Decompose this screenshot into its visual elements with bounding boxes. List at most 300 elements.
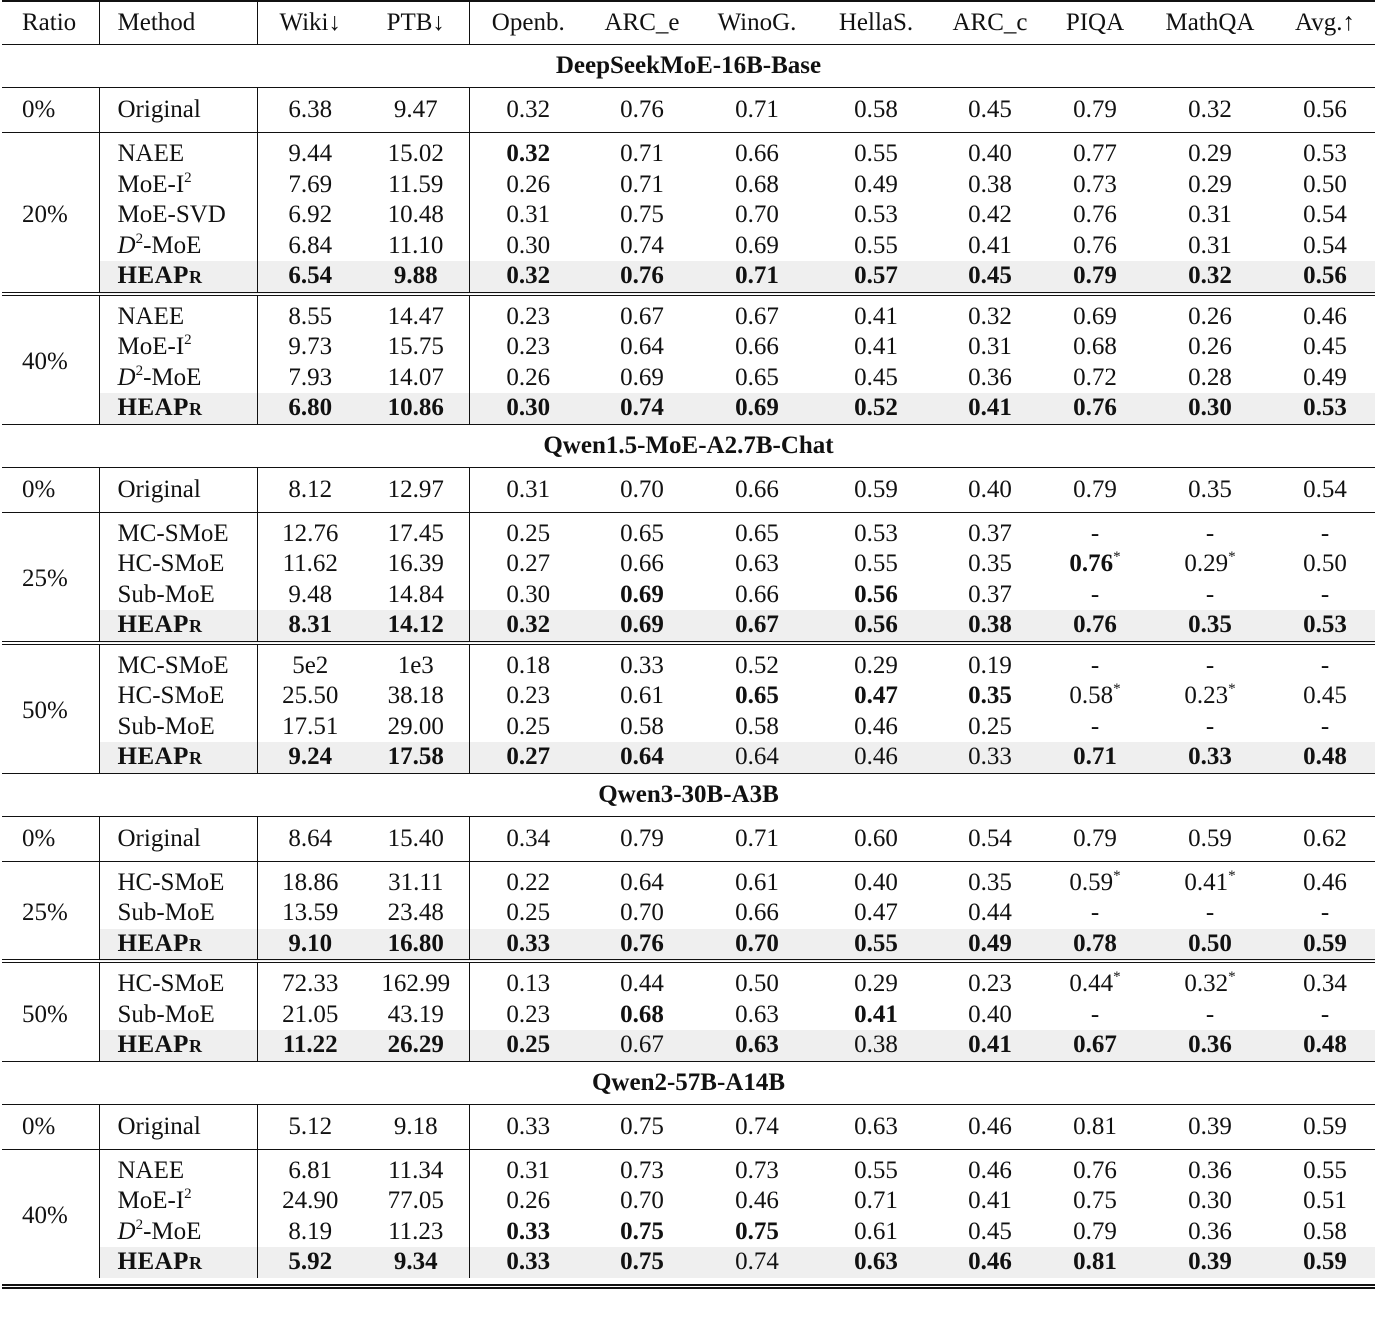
method-name: HC-SMoE xyxy=(117,550,225,577)
model-name: Qwen2-57B-A14B xyxy=(2,1061,1375,1104)
value-number: 0.58 xyxy=(1069,682,1114,709)
value-cell: 0.70 xyxy=(620,899,664,926)
table-row xyxy=(2,1104,1375,1149)
value-cell: 0.33 xyxy=(506,1217,551,1245)
method-name: HEAPr xyxy=(117,743,203,770)
ratio-cell: 25% xyxy=(2,861,99,961)
value-cell: 0.18 xyxy=(469,643,587,682)
value-cell: 0.52 xyxy=(817,393,935,424)
value-cell: 0.71 xyxy=(697,261,817,294)
value-cell: 0.37 xyxy=(968,580,1012,608)
table-row xyxy=(2,898,1375,929)
value-cell: 6.92 xyxy=(288,201,333,228)
value-cell: 0.29 xyxy=(817,643,935,682)
value-cell: 13.59 xyxy=(282,899,339,926)
value-cell: 43.19 xyxy=(363,1000,469,1031)
value-cell: - xyxy=(1090,899,1100,926)
value-cell: 0.31 xyxy=(1188,201,1232,228)
value-cell: 0.42 xyxy=(968,201,1012,228)
method-name-italic: D xyxy=(117,1217,136,1245)
method-name: Original xyxy=(117,96,201,123)
value-cell: 0.59 xyxy=(854,475,898,503)
value-cell: - xyxy=(1205,899,1215,926)
value-cell: 0.53 xyxy=(1275,133,1375,170)
value-cell: - xyxy=(1320,1000,1330,1028)
method-cell xyxy=(99,512,257,549)
value-cell: 0.67 xyxy=(697,610,817,643)
value-cell: - xyxy=(1045,512,1145,549)
value-cell: 0.58 xyxy=(620,712,664,740)
value-cell: 0.68 xyxy=(1073,333,1117,360)
table-row xyxy=(2,681,1375,712)
value-cell: 0.27 xyxy=(506,550,551,577)
value-cell: 0.32 xyxy=(1188,96,1232,123)
value-cell: 7.69 xyxy=(288,170,333,198)
col-header-piqa: PIQA xyxy=(1045,1,1145,45)
asterisk-marker: * xyxy=(1113,681,1121,697)
value-cell: 29.00 xyxy=(363,712,469,743)
value-cell: - xyxy=(1090,712,1100,740)
value-cell: 0.71 xyxy=(1045,742,1145,773)
method-superscript: 2 xyxy=(135,362,144,379)
method-cell xyxy=(99,467,257,512)
model-name: Qwen1.5-MoE-A2.7B-Chat xyxy=(2,424,1375,467)
method-name: NAEE xyxy=(117,302,185,330)
method-name: Sub-MoE xyxy=(117,1000,215,1028)
table-row xyxy=(2,549,1375,580)
value-cell: 0.26 xyxy=(506,363,551,391)
value-cell: 0.49 xyxy=(1303,363,1347,391)
table-row-ours xyxy=(2,610,1375,643)
table-body xyxy=(2,45,1375,1278)
table-row xyxy=(2,294,1375,333)
value-cell: 0.41 xyxy=(854,333,898,360)
value-cell: 7.93 xyxy=(288,363,333,391)
value-cell: 0.71 xyxy=(854,1187,898,1214)
method-name: HEAPr xyxy=(117,1248,203,1275)
value-cell: 0.29 xyxy=(817,961,935,1000)
value-cell: 0.46 xyxy=(935,1247,1045,1278)
method-cell xyxy=(99,88,257,133)
value-cell: 0.71 xyxy=(587,133,697,170)
ratio-cell: 25% xyxy=(2,512,99,643)
asterisk-marker: * xyxy=(1113,969,1121,985)
value-cell: 9.48 xyxy=(288,580,333,608)
value-cell: 0.25 xyxy=(469,512,587,549)
table-row xyxy=(2,512,1375,549)
value-cell: 0.41 xyxy=(935,1030,1045,1061)
method-name: Sub-MoE xyxy=(117,712,215,740)
table-row xyxy=(2,1186,1375,1217)
value-cell: 9.44 xyxy=(257,133,363,170)
method-superscript: 2 xyxy=(135,230,144,247)
value-cell: 0.30 xyxy=(1145,393,1275,424)
value-cell: 0.55 xyxy=(817,1149,935,1186)
value-cell: 0.40 xyxy=(935,133,1045,170)
method-cell xyxy=(99,1217,257,1248)
col-header-hellas: HellaS. xyxy=(817,1,935,45)
table-row xyxy=(2,961,1375,1000)
value-cell: 0.40 xyxy=(817,861,935,898)
value-cell: 0.51 xyxy=(1303,1187,1347,1214)
value-cell: 0.66 xyxy=(735,333,779,360)
value-cell: 0.45 xyxy=(1303,333,1347,360)
value-cell: 0.53 xyxy=(1275,393,1375,424)
value-cell: 0.79 xyxy=(1073,1217,1117,1245)
value-cell: 0.44 xyxy=(587,961,697,1000)
method-name-italic: D xyxy=(117,363,136,391)
value-cell: 5.92 xyxy=(257,1247,363,1278)
col-header-ptb: PTB↓ xyxy=(363,1,469,45)
value-cell: 0.23 xyxy=(506,1000,551,1028)
value-cell: 0.52 xyxy=(697,643,817,682)
value-cell: - xyxy=(1090,1000,1100,1028)
table-header xyxy=(2,1,1375,45)
value-cell: 0.35 xyxy=(935,861,1045,898)
value-cell: 0.69 xyxy=(697,393,817,424)
value-cell: 0.48 xyxy=(1275,742,1375,773)
value-cell: 0.63 xyxy=(697,1030,817,1061)
value-number: 0.44 xyxy=(1069,970,1114,997)
value-cell: 0.59 xyxy=(1275,1247,1375,1278)
value-cell: 0.31 xyxy=(506,201,551,228)
value-cell: 0.39 xyxy=(1188,1112,1232,1140)
method-name: HEAPr xyxy=(117,611,203,638)
value-cell: 11.62 xyxy=(282,550,338,577)
value-cell xyxy=(1045,549,1145,580)
value-cell: 0.36 xyxy=(1145,1149,1275,1186)
table-row-ours xyxy=(2,1030,1375,1061)
model-group-header xyxy=(2,1061,1375,1104)
value-cell: 17.51 xyxy=(282,712,339,740)
table-row xyxy=(2,712,1375,743)
value-cell: 0.76 xyxy=(1045,1149,1145,1186)
value-cell: 11.59 xyxy=(363,170,469,201)
value-cell: 0.50 xyxy=(1303,170,1347,198)
value-cell: 0.32 xyxy=(935,294,1045,333)
value-cell: 0.25 xyxy=(968,712,1012,740)
value-cell: 0.74 xyxy=(735,1112,779,1140)
ratio-cell: 40% xyxy=(2,294,99,425)
bottom-rule xyxy=(2,1284,1375,1289)
method-cell xyxy=(99,549,257,580)
value-cell: 0.55 xyxy=(1275,1149,1375,1186)
ratio-cell: 0% xyxy=(2,88,99,133)
table-row xyxy=(2,861,1375,898)
method-cell xyxy=(99,643,257,682)
value-cell: 0.81 xyxy=(1073,1112,1117,1140)
value-cell: 0.65 xyxy=(735,363,779,391)
value-cell: 11.22 xyxy=(257,1030,363,1061)
value-cell: 0.30 xyxy=(1188,1187,1232,1214)
method-cell xyxy=(99,133,257,170)
value-cell: 0.69 xyxy=(735,231,779,259)
value-cell: 12.97 xyxy=(363,467,469,512)
value-cell: 0.76 xyxy=(1073,231,1117,259)
value-cell: 1e3 xyxy=(363,643,469,682)
value-cell: 0.79 xyxy=(620,824,664,852)
ratio-cell: 0% xyxy=(2,816,99,861)
value-cell: 0.66 xyxy=(735,475,779,503)
method-name: Original xyxy=(117,1112,201,1140)
value-cell: 0.35 xyxy=(1145,610,1275,643)
value-cell: 0.50 xyxy=(1145,929,1275,962)
value-cell: 5e2 xyxy=(257,643,363,682)
value-cell: 0.73 xyxy=(697,1149,817,1186)
value-cell: 0.65 xyxy=(735,682,779,709)
value-cell: 0.68 xyxy=(735,170,779,198)
value-cell: 0.65 xyxy=(697,512,817,549)
value-cell: 0.63 xyxy=(735,1000,779,1028)
value-cell: 0.74 xyxy=(620,231,664,259)
value-cell: 0.44 xyxy=(968,899,1012,926)
value-cell: 0.31 xyxy=(469,1149,587,1186)
value-cell: 0.34 xyxy=(1275,961,1375,1000)
value-cell: 0.79 xyxy=(1073,96,1117,123)
value-cell: 0.55 xyxy=(854,231,898,259)
value-cell: 0.23 xyxy=(506,333,551,360)
value-cell: 6.54 xyxy=(257,261,363,294)
method-name: HEAPr xyxy=(117,1031,203,1058)
value-cell: 0.74 xyxy=(697,1247,817,1278)
value-cell: 0.58 xyxy=(735,712,779,740)
method-cell xyxy=(99,681,257,712)
value-cell: 10.48 xyxy=(363,200,469,231)
value-cell: 0.69 xyxy=(620,363,664,391)
value-cell: 0.63 xyxy=(854,1112,898,1140)
value-cell: 0.29 xyxy=(1188,170,1232,198)
value-cell: 38.18 xyxy=(363,681,469,712)
value-cell: 0.54 xyxy=(968,824,1012,852)
value-cell xyxy=(1145,961,1275,1000)
value-cell: 17.45 xyxy=(363,512,469,549)
model-name: Qwen3-30B-A3B xyxy=(2,773,1375,816)
value-number: 0.29 xyxy=(1184,550,1229,577)
value-cell: 0.23 xyxy=(469,294,587,333)
table-row-ours xyxy=(2,742,1375,773)
ratio-cell: 0% xyxy=(2,467,99,512)
value-cell: 12.76 xyxy=(257,512,363,549)
value-cell: 0.31 xyxy=(1188,231,1232,259)
value-cell: 0.33 xyxy=(935,742,1045,773)
value-cell: 0.32 xyxy=(469,610,587,643)
col-header-avg: Avg.↑ xyxy=(1275,1,1375,45)
value-cell: 0.36 xyxy=(968,363,1012,391)
method-cell xyxy=(99,1030,257,1061)
value-cell: 0.32 xyxy=(469,261,587,294)
value-cell: 0.76 xyxy=(1045,610,1145,643)
value-cell: 0.41 xyxy=(817,294,935,333)
method-name: HC-SMoE xyxy=(117,970,225,997)
value-cell: - xyxy=(1205,712,1215,740)
value-cell: 11.23 xyxy=(363,1217,469,1248)
value-cell: 0.76 xyxy=(1073,201,1117,228)
method-superscript: 2 xyxy=(184,1186,192,1202)
method-name: NAEE xyxy=(117,1156,185,1184)
value-cell: 0.72 xyxy=(1073,363,1117,391)
value-cell: 0.76 xyxy=(620,96,664,123)
value-cell: 0.62 xyxy=(1303,824,1347,852)
value-cell: 10.86 xyxy=(363,393,469,424)
ratio-cell: 0% xyxy=(2,1104,99,1149)
value-cell: 0.32 xyxy=(506,96,551,123)
value-cell: 0.75 xyxy=(620,1112,664,1140)
value-cell: 0.38 xyxy=(935,610,1045,643)
value-cell: 0.73 xyxy=(587,1149,697,1186)
value-cell: 6.81 xyxy=(257,1149,363,1186)
method-name: Sub-MoE xyxy=(117,580,215,608)
value-cell: - xyxy=(1145,512,1275,549)
col-header-arc-c: ARC_c xyxy=(935,1,1045,45)
table-row xyxy=(2,1217,1375,1248)
method-cell xyxy=(99,929,257,962)
value-cell: 0.55 xyxy=(817,133,935,170)
value-cell: 0.53 xyxy=(817,512,935,549)
value-cell: 0.71 xyxy=(620,170,664,198)
asterisk-marker: * xyxy=(1113,867,1121,884)
table-row xyxy=(2,170,1375,201)
method-cell xyxy=(99,861,257,898)
value-cell: 0.38 xyxy=(968,170,1012,198)
value-cell: 0.67 xyxy=(587,294,697,333)
value-number: 0.32 xyxy=(1184,970,1229,997)
value-cell: 0.68 xyxy=(620,1000,664,1028)
value-cell: - xyxy=(1205,1000,1215,1028)
model-group-header xyxy=(2,773,1375,816)
value-number: 0.76 xyxy=(1069,550,1114,577)
value-cell: 0.31 xyxy=(968,333,1012,360)
model-group-header xyxy=(2,424,1375,467)
model-group-header xyxy=(2,45,1375,88)
value-cell: 0.61 xyxy=(854,1217,898,1245)
value-cell: 0.49 xyxy=(935,929,1045,962)
table-row xyxy=(2,231,1375,262)
value-cell: 0.63 xyxy=(817,1247,935,1278)
col-header-mathqa: MathQA xyxy=(1145,1,1275,45)
table-row xyxy=(2,1000,1375,1031)
value-cell: 0.26 xyxy=(506,170,551,198)
value-cell: 0.76 xyxy=(587,929,697,962)
method-cell xyxy=(99,742,257,773)
value-cell: 0.63 xyxy=(735,550,779,577)
value-cell: 18.86 xyxy=(257,861,363,898)
value-cell: 0.71 xyxy=(735,96,779,123)
value-cell: 0.40 xyxy=(968,475,1012,503)
value-cell: 0.56 xyxy=(1275,261,1375,294)
value-cell: 0.36 xyxy=(1188,1217,1232,1245)
value-cell: 15.75 xyxy=(363,332,469,363)
value-cell: - xyxy=(1320,580,1330,608)
col-header-openb: Openb. xyxy=(469,1,587,45)
value-cell: 0.76 xyxy=(1045,393,1145,424)
value-cell: 0.33 xyxy=(1145,742,1275,773)
value-cell: 0.54 xyxy=(1303,201,1347,228)
table-row xyxy=(2,580,1375,611)
method-name: MC-SMoE xyxy=(117,651,229,679)
method-name: -MoE xyxy=(143,363,202,391)
value-cell: 0.58 xyxy=(854,96,898,123)
table-row-ours xyxy=(2,393,1375,424)
method-name: HEAPr xyxy=(117,929,203,957)
col-header-arc-e: ARC_e xyxy=(587,1,697,45)
value-cell: 23.48 xyxy=(363,898,469,929)
value-cell: 11.34 xyxy=(363,1149,469,1186)
value-cell: 0.59 xyxy=(1275,929,1375,962)
value-cell: 0.64 xyxy=(587,742,697,773)
value-cell xyxy=(1145,549,1275,580)
method-cell xyxy=(99,1186,257,1217)
value-cell: - xyxy=(1275,512,1375,549)
value-cell: 5.12 xyxy=(288,1112,333,1140)
value-cell: 0.41 xyxy=(935,393,1045,424)
method-name: HEAPr xyxy=(117,394,203,421)
ratio-cell: 50% xyxy=(2,961,99,1061)
value-cell: 0.64 xyxy=(620,333,664,360)
value-number: 0.23 xyxy=(1184,682,1229,709)
col-header-winog: WinoG. xyxy=(697,1,817,45)
value-cell: 17.58 xyxy=(363,742,469,773)
value-cell xyxy=(1045,961,1145,1000)
value-cell: 6.84 xyxy=(288,231,333,259)
value-cell: 0.75 xyxy=(620,1217,664,1245)
value-cell: 0.23 xyxy=(935,961,1045,1000)
value-cell: 8.31 xyxy=(257,610,363,643)
value-cell: 0.45 xyxy=(968,1217,1012,1245)
value-cell: 0.74 xyxy=(587,393,697,424)
value-cell: 0.26 xyxy=(506,1187,551,1214)
col-header-ratio: Ratio xyxy=(2,1,99,45)
value-cell: 8.64 xyxy=(288,824,333,852)
method-superscript: 2 xyxy=(135,1216,144,1233)
value-cell: 14.47 xyxy=(363,294,469,333)
value-cell: - xyxy=(1320,712,1330,740)
value-cell: 0.70 xyxy=(620,475,664,503)
method-name: Original xyxy=(117,475,201,503)
value-cell: 0.35 xyxy=(968,550,1012,577)
value-cell: 0.28 xyxy=(1188,363,1232,391)
value-cell: 0.61 xyxy=(697,861,817,898)
method-cell xyxy=(99,1149,257,1186)
value-cell: - xyxy=(1145,643,1275,682)
value-cell: 77.05 xyxy=(363,1186,469,1217)
value-cell: 0.59 xyxy=(1303,1112,1347,1140)
method-name: MC-SMoE xyxy=(117,519,229,547)
value-cell: 0.75 xyxy=(735,1217,779,1245)
method-cell xyxy=(99,294,257,333)
value-cell xyxy=(1045,861,1145,898)
value-cell: 0.55 xyxy=(817,929,935,962)
model-name: DeepSeekMoE-16B-Base xyxy=(2,45,1375,88)
value-cell: 0.47 xyxy=(854,682,898,709)
method-cell xyxy=(99,393,257,424)
table-row xyxy=(2,363,1375,394)
value-cell: 15.40 xyxy=(363,816,469,861)
value-number: 0.41 xyxy=(1184,868,1229,896)
method-cell xyxy=(99,231,257,262)
value-cell: 0.32 xyxy=(469,133,587,170)
table-row xyxy=(2,1149,1375,1186)
value-cell: 0.33 xyxy=(469,1247,587,1278)
table-row-ours xyxy=(2,261,1375,294)
value-cell: 16.80 xyxy=(363,929,469,962)
value-cell: 0.54 xyxy=(1303,475,1347,503)
value-cell: 0.33 xyxy=(587,643,697,682)
value-cell: 0.27 xyxy=(469,742,587,773)
value-cell: 0.26 xyxy=(1188,333,1232,360)
value-cell: 31.11 xyxy=(363,861,469,898)
method-name: HC-SMoE xyxy=(117,868,225,896)
value-cell: 0.46 xyxy=(935,1149,1045,1186)
